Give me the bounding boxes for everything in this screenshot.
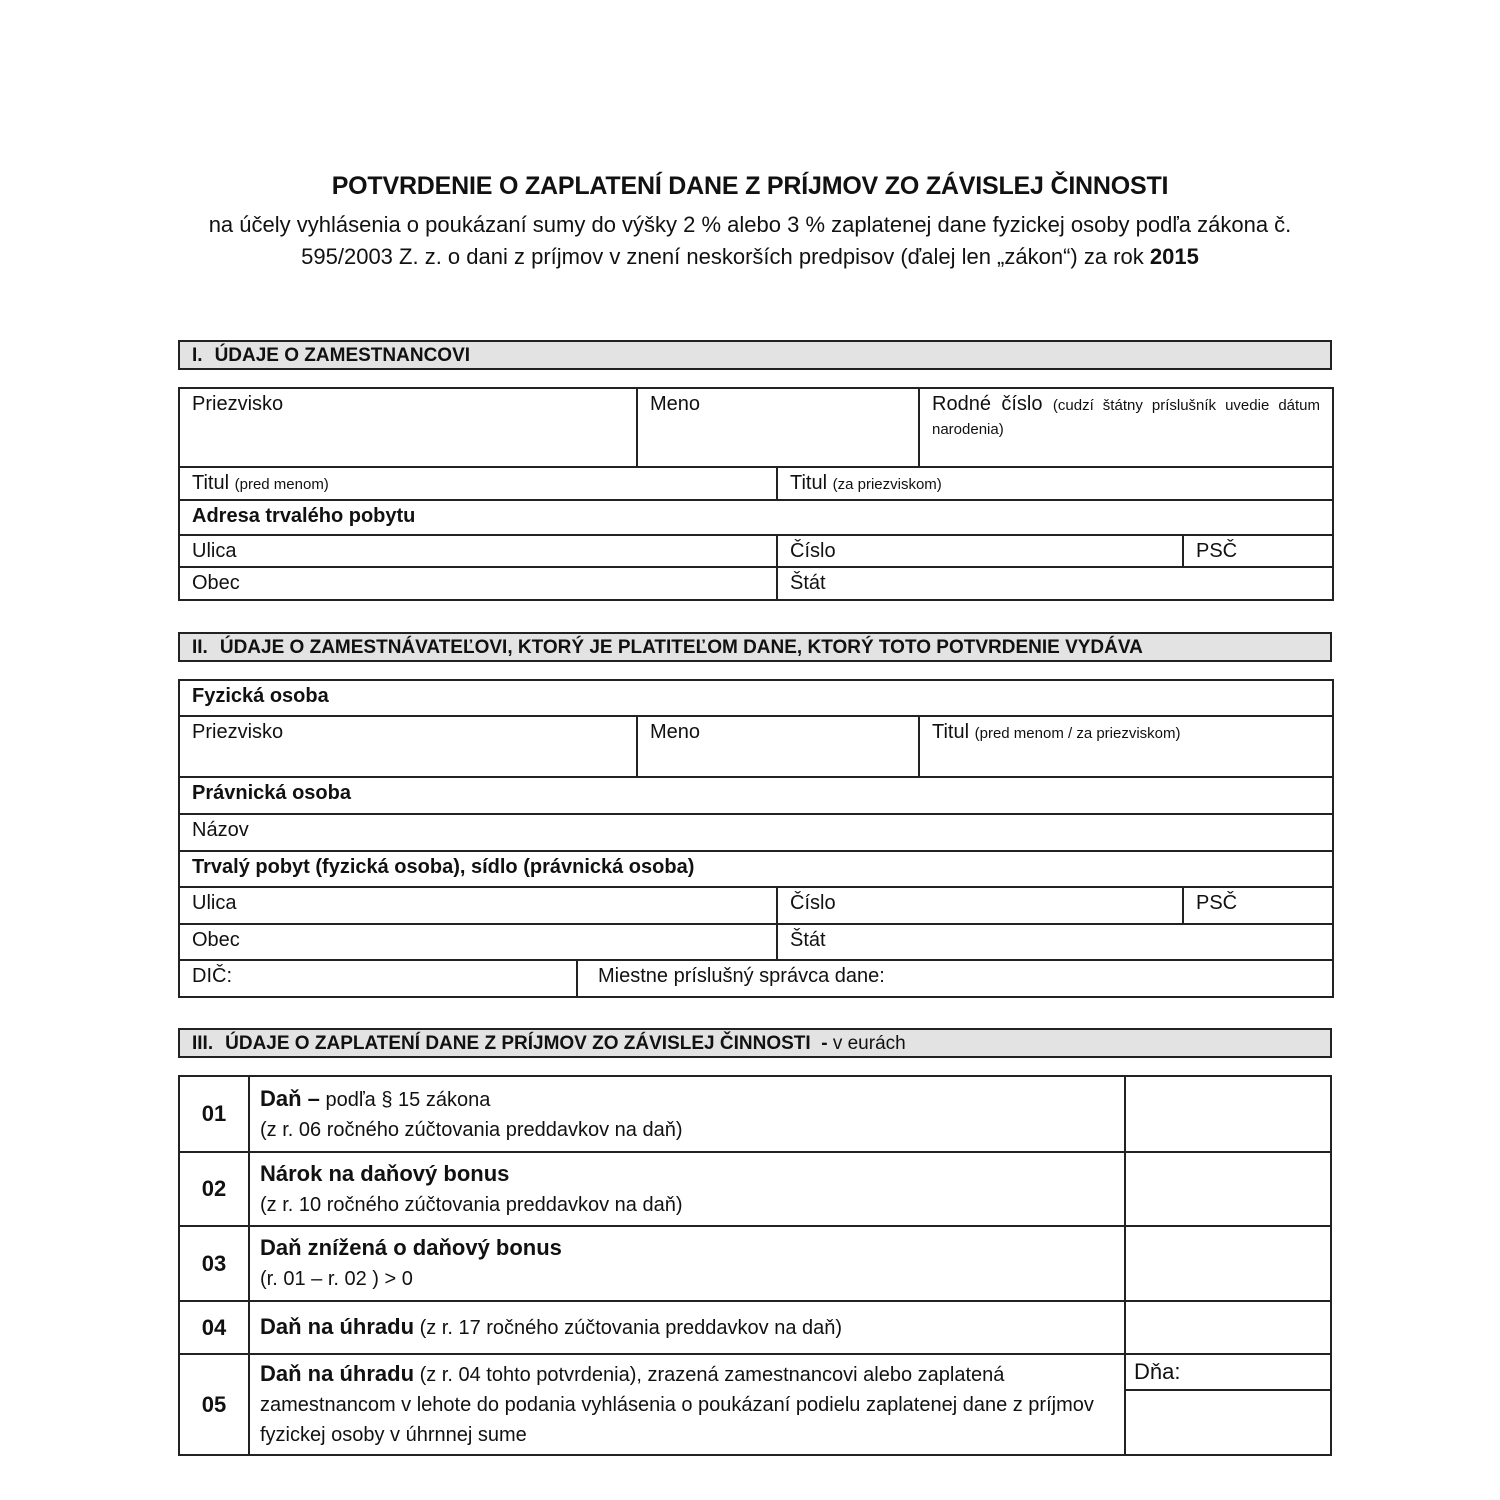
row-text: (z r. 04 tohto potvrdenia), zrazená zamestnancovi alebo zaplatená zamestnancom v lehote do podania vyhlásenia o poukázaní podielu zaplatenej dane z príjmov fyzickej osoby v úhrnnej sume: [260, 1364, 1094, 1446]
row-subtext: (z r. 06 ročného zúčtovania preddavkov na daň): [260, 1118, 683, 1141]
employee-surname-field[interactable]: Priezvisko: [179, 388, 637, 467]
employee-country-field[interactable]: Štát: [777, 567, 1333, 600]
residence-seat-heading: Trvalý pobyt (fyzická osoba), sídlo (právnická osoba): [179, 851, 1333, 887]
row-description: [249, 1152, 1125, 1226]
section-1-header: [178, 340, 1332, 370]
title-after-label: Titul: [790, 472, 828, 494]
employee-street-field[interactable]: Ulica: [179, 535, 777, 567]
table-row: [179, 1226, 1331, 1301]
employee-house-number-field[interactable]: Číslo: [777, 535, 1183, 567]
document-title: POTVRDENIE O ZAPLATENÍ DANE Z PRÍJMOV ZO ZÁVISLEJ ČINNOSTI: [331, 172, 1169, 200]
birth-number-note: (cudzí štátny príslušník uvedie dátum narodenia): [932, 397, 1321, 438]
row-description: [249, 1301, 1125, 1354]
employer-tax-id-field[interactable]: DIČ:: [179, 960, 577, 997]
subtitle-line2-text: 595/2003 Z. z. o dani z príjmov v znení neskorších predpisov (ďalej len „zákon“) za rok: [301, 244, 1144, 269]
tax-office-field[interactable]: Miestne príslušný správca dane:: [577, 960, 1333, 997]
employer-city-field[interactable]: Obec: [179, 924, 777, 960]
row-text: podľa § 15 zákona: [325, 1088, 491, 1111]
row-description: [249, 1354, 1125, 1455]
row-label: Nárok na daňový bonus: [260, 1160, 510, 1186]
row-description: [249, 1226, 1125, 1301]
tax-year: 2015: [1149, 244, 1199, 269]
row-number: 01: [179, 1076, 249, 1152]
employee-birth-number-field[interactable]: [919, 388, 1333, 467]
section-1-number: I.: [192, 345, 203, 366]
employer-title-note: (pred menom / za priezviskom): [974, 725, 1181, 742]
section-3-suffix: - v eurách: [821, 1033, 906, 1054]
section-3-title: ÚDAJE O ZAPLATENÍ DANE Z PRÍJMOV ZO ZÁVISLEJ ČINNOSTI: [225, 1033, 811, 1054]
legal-entity-name-field[interactable]: Názov: [179, 814, 1333, 851]
row-text: (z r. 17 ročného zúčtovania preddavkov na daň): [419, 1317, 843, 1339]
row-subtext: (r. 01 – r. 02 ) > 0: [260, 1268, 413, 1290]
employer-table: [178, 679, 1334, 998]
section-3-header: [178, 1028, 1332, 1058]
date-field[interactable]: Dňa:: [1126, 1355, 1330, 1391]
employer-name-field[interactable]: Meno: [637, 716, 919, 777]
row-label: Daň znížená o daňový bonus: [260, 1235, 562, 1260]
birth-number-label: Rodné číslo: [932, 393, 1043, 415]
employer-house-number-field[interactable]: Číslo: [777, 887, 1183, 924]
section-2-number: II.: [192, 637, 208, 658]
tax-payment-table: [178, 1075, 1332, 1456]
row-subtext: (z r. 10 ročného zúčtovania preddavkov na daň): [260, 1193, 683, 1216]
row-number: 04: [179, 1301, 249, 1354]
employee-name-field[interactable]: Meno: [637, 388, 919, 467]
employee-title-after-field[interactable]: [777, 467, 1333, 500]
table-row: [179, 1301, 1331, 1354]
row-number: 03: [179, 1226, 249, 1301]
section-3-number: III.: [192, 1033, 214, 1054]
table-row: [179, 1076, 1331, 1152]
natural-person-heading: Fyzická osoba: [179, 680, 1333, 716]
row-05-value-cell: [1125, 1354, 1331, 1455]
row-number: 02: [179, 1152, 249, 1226]
section-2-header: [178, 632, 1332, 662]
row-03-amount-field[interactable]: [1125, 1226, 1331, 1301]
row-05-amount-field[interactable]: [1126, 1391, 1330, 1445]
row-02-amount-field[interactable]: [1125, 1152, 1331, 1226]
table-row: [179, 1152, 1331, 1226]
employee-city-field[interactable]: Obec: [179, 567, 777, 600]
legal-entity-heading: Právnická osoba: [179, 777, 1333, 814]
employee-table: [178, 387, 1334, 601]
row-label: Daň na úhradu: [260, 1314, 415, 1339]
employer-postal-code-field[interactable]: PSČ: [1183, 887, 1333, 924]
row-04-amount-field[interactable]: [1125, 1301, 1331, 1354]
section-2-title: ÚDAJE O ZAMESTNÁVATEĽOVI, KTORÝ JE PLATITEĽOM DANE, KTORÝ TOTO POTVRDENIE VYDÁVA: [219, 637, 1143, 658]
employee-postal-code-field[interactable]: PSČ: [1183, 535, 1333, 567]
document-subtitle-line2: [180, 244, 1320, 270]
title-after-note: (za priezviskom): [832, 476, 942, 493]
employer-title-label: Titul: [932, 721, 970, 743]
row-description: [249, 1076, 1125, 1152]
row-label: Daň –: [260, 1085, 320, 1111]
employer-title-field[interactable]: [919, 716, 1333, 777]
row-label: Daň na úhradu: [260, 1361, 415, 1386]
permanent-address-heading: Adresa trvalého pobytu: [179, 500, 1333, 535]
employer-street-field[interactable]: Ulica: [179, 887, 777, 924]
table-row: [179, 1354, 1331, 1455]
section-1-title: ÚDAJE O ZAMESTNANCOVI: [214, 345, 471, 366]
title-before-note: (pred menom): [234, 476, 329, 493]
employer-surname-field[interactable]: Priezvisko: [179, 716, 637, 777]
row-number: 05: [179, 1354, 249, 1455]
row-01-amount-field[interactable]: [1125, 1076, 1331, 1152]
employer-country-field[interactable]: Štát: [777, 924, 1333, 960]
document-subtitle-line1: na účely vyhlásenia o poukázaní sumy do výšky 2 % alebo 3 % zaplatenej dane fyzickej osoby podľa zákona č.: [208, 212, 1292, 237]
title-before-label: Titul: [192, 472, 230, 494]
employee-title-before-field[interactable]: [179, 467, 777, 500]
